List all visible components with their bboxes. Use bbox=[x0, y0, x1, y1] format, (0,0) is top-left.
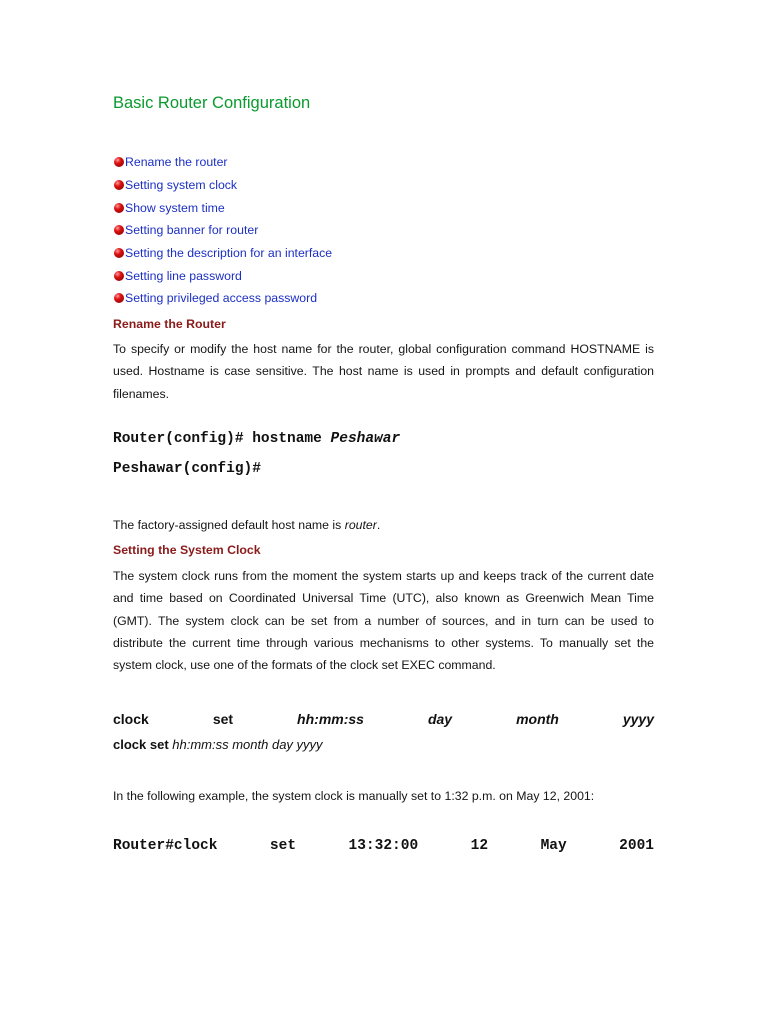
syntax-command: clock set bbox=[113, 737, 169, 752]
section-heading-clock: Setting the System Clock bbox=[113, 543, 261, 557]
red-ball-bullet-icon bbox=[114, 203, 124, 213]
syntax-word: set bbox=[212, 711, 234, 727]
rename-paragraph: To specify or modify the host name for the router, global configuration command HOSTNAME is used. Hostname is case sensitive. The host name is used in prompts and default configuration filenames. bbox=[113, 342, 654, 401]
toc-link-show-time[interactable]: Show system time bbox=[125, 200, 225, 215]
hostname-command-prefix: Router(config)# hostname bbox=[113, 431, 331, 447]
toc-item[interactable] bbox=[114, 174, 332, 197]
section-heading-rename: Rename the Router bbox=[113, 317, 226, 331]
clock-example-command bbox=[113, 838, 654, 854]
clock-syntax-line bbox=[113, 737, 323, 752]
note-text: The factory-assigned default host name is bbox=[113, 518, 345, 532]
example-word: May bbox=[540, 838, 567, 854]
syntax-word: yyyy bbox=[622, 711, 654, 727]
red-ball-bullet-icon bbox=[114, 180, 124, 190]
table-of-contents bbox=[114, 151, 332, 310]
toc-link-system-clock[interactable]: Setting system clock bbox=[125, 178, 238, 193]
page-title: Basic Router Configuration bbox=[113, 94, 311, 112]
hostname-command bbox=[113, 431, 400, 447]
example-intro: In the following example, the system clock is manually set to 1:32 p.m. on May 12, 2001: bbox=[113, 789, 595, 803]
syntax-word: month bbox=[516, 711, 559, 727]
note-suffix: . bbox=[376, 518, 381, 532]
red-ball-bullet-icon bbox=[114, 157, 124, 167]
example-word: 12 bbox=[470, 838, 489, 854]
toc-link-description[interactable]: Setting the description for an interface bbox=[125, 246, 333, 261]
hostname-prompt: Peshawar(config)# bbox=[113, 461, 261, 477]
example-word: 2001 bbox=[619, 838, 654, 854]
toc-item[interactable] bbox=[114, 219, 332, 242]
example-word: set bbox=[269, 838, 297, 854]
example-word: Router#clock bbox=[113, 838, 218, 854]
note-italic: router bbox=[344, 518, 377, 532]
red-ball-bullet-icon bbox=[114, 225, 124, 235]
toc-item[interactable] bbox=[114, 196, 332, 219]
example-word: 13:32:00 bbox=[348, 838, 419, 854]
toc-item[interactable] bbox=[114, 287, 332, 310]
toc-link-rename-router[interactable]: Rename the router bbox=[125, 155, 228, 170]
toc-item[interactable] bbox=[114, 151, 332, 174]
syntax-args: hh:mm:ss month day yyyy bbox=[168, 737, 323, 752]
toc-link-banner[interactable]: Setting banner for router bbox=[125, 223, 259, 238]
toc-link-privileged-password[interactable]: Setting privileged access password bbox=[125, 291, 318, 306]
hostname-command-arg: Peshawar bbox=[330, 431, 401, 447]
red-ball-bullet-icon bbox=[114, 293, 124, 303]
red-ball-bullet-icon bbox=[114, 248, 124, 258]
red-ball-bullet-icon bbox=[114, 271, 124, 281]
syntax-word: clock bbox=[113, 711, 149, 727]
clock-paragraph: The system clock runs from the moment the system starts up and keeps track of the current date and time based on Coordinated Universal Time (UTC), also known as Greenwich Mean Time (GMT). The system clock can be set from a number of sources, and in turn can be used to distribute the current time through various mechanisms to other systems. To manually set the system clock, use one of the formats of the clock set EXEC command. bbox=[113, 569, 654, 673]
toc-link-line-password[interactable]: Setting line password bbox=[125, 268, 242, 283]
default-hostname-note bbox=[113, 518, 380, 532]
toc-item[interactable] bbox=[114, 264, 332, 287]
syntax-word: day bbox=[427, 711, 453, 727]
syntax-word: hh:mm:ss bbox=[297, 711, 364, 727]
toc-item[interactable] bbox=[114, 242, 332, 265]
clock-syntax-row bbox=[113, 711, 654, 727]
